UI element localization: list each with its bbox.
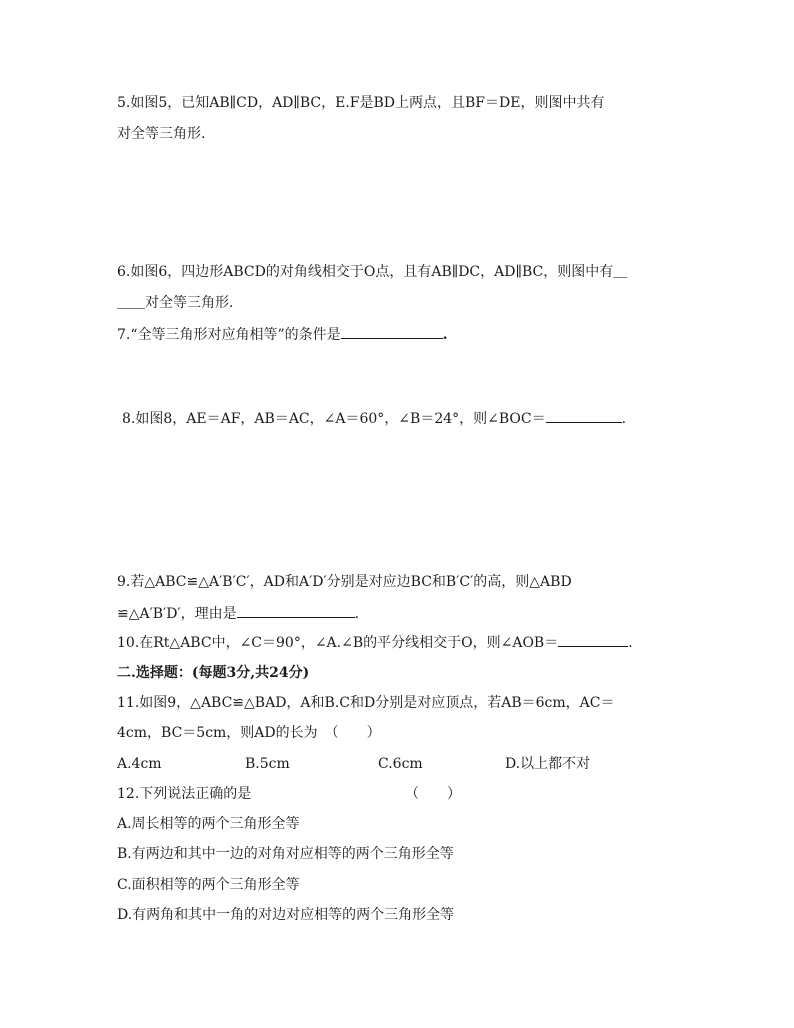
q7-end: . bbox=[442, 327, 448, 343]
q11-line-1: 11.如图9，△ABC≌△BAD，A和B.C和D分别是对应顶点，若AB＝6cm，AC＝ bbox=[117, 695, 615, 711]
q12-option-b: B.有两边和其中一边的对角对应相等的两个三角形全等 bbox=[117, 846, 454, 862]
q6-line-2-text: 对全等三角形. bbox=[145, 295, 234, 311]
q11-option-d: D.以上都不对 bbox=[505, 756, 591, 772]
q6-line-1: 6.如图6，四边形ABCD的对角线相交于O点，且有AB∥DC，AD∥BC，则图中有＿ bbox=[117, 264, 628, 280]
q9-line-2 bbox=[117, 604, 359, 623]
section-2-title: 二.选择题：(每题3分,共24分) bbox=[117, 665, 310, 681]
q8-text: 8.如图8，AE＝AF，AB＝AC，∠A＝60°，∠B＝24°，则∠BOC＝ bbox=[122, 411, 546, 427]
q9-line-1: 9.若△ABC≌△A′B′C′，AD和A′D′分别是对应边BC和B′C′的高，则△ABD bbox=[117, 574, 572, 590]
q12-option-d: D.有两角和其中一角的对边对应相等的两个三角形全等 bbox=[117, 907, 455, 923]
q12-option-c: C.面积相等的两个三角形全等 bbox=[117, 877, 300, 893]
q11-option-a: A.4cm bbox=[117, 756, 162, 772]
q11-line-2: 4cm，BC＝5cm，则AD的长为 （ ） bbox=[117, 725, 381, 741]
q8-line bbox=[122, 409, 626, 428]
q11-option-b: B.5cm bbox=[245, 756, 290, 772]
q8-end: . bbox=[621, 411, 627, 427]
q10-end: . bbox=[628, 635, 633, 651]
q10-text: 10.在Rt△ABC中，∠C＝90°，∠A.∠B的平分线相交于O，则∠AOB＝ bbox=[117, 635, 559, 651]
q10-line bbox=[117, 633, 633, 652]
q7-line bbox=[117, 325, 448, 344]
q9-line-2-text: ≌△A′B′D′，理由是 bbox=[117, 606, 237, 622]
q6-line-2 bbox=[117, 294, 233, 312]
q6-answer-blank: ＿＿ bbox=[117, 295, 145, 311]
q12-answer-paren: （ ） bbox=[405, 786, 461, 802]
q7-answer-blank bbox=[341, 325, 443, 339]
q10-answer-blank bbox=[558, 633, 628, 647]
q9-end: . bbox=[354, 606, 360, 622]
q12-option-a: A.周长相等的两个三角形全等 bbox=[117, 816, 300, 832]
q12-stem: 12.下列说法正确的是 bbox=[117, 786, 252, 802]
q5-line-1: 5.如图5，已知AB∥CD，AD∥BC，E.F是BD上两点，且BF＝DE，则图中共有 bbox=[117, 95, 605, 111]
q11-option-c: C.6cm bbox=[378, 756, 423, 772]
q9-answer-blank bbox=[237, 604, 355, 618]
q7-text: 7.“全等三角形对应角相等”的条件是 bbox=[117, 327, 341, 343]
q5-line-2: 对全等三角形. bbox=[117, 126, 206, 142]
q8-answer-blank bbox=[546, 409, 622, 423]
